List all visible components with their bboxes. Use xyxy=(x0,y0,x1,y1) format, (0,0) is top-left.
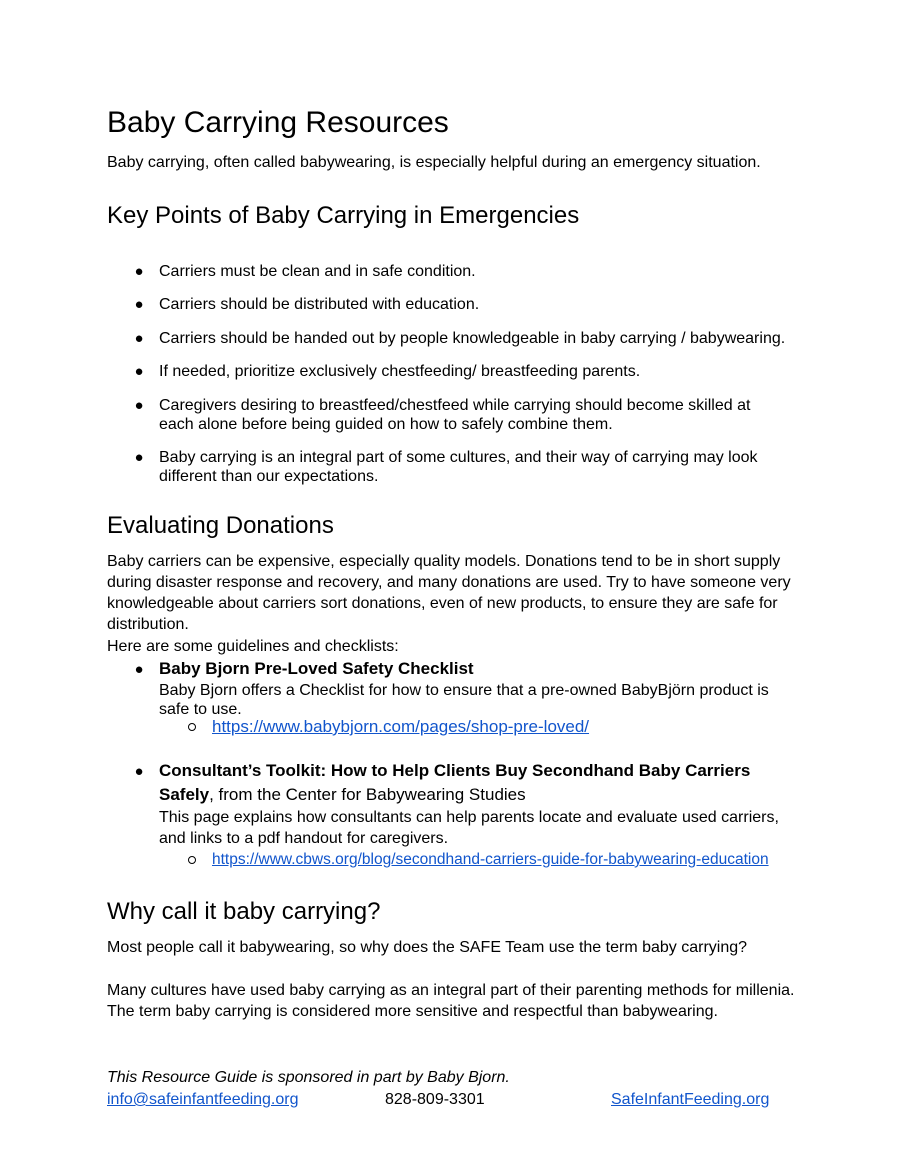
resource-description: Baby Bjorn offers a Checklist for how to ensure that a pre-owned BabyBjörn product is safe to use. xyxy=(159,682,769,718)
guidelines-intro: Here are some guidelines and checklists: xyxy=(107,638,399,655)
hollow-bullet-icon xyxy=(188,856,196,864)
resource-source: , from the Center for Babywearing Studies xyxy=(209,785,526,804)
babybjorn-link[interactable]: https://www.babybjorn.com/pages/shop-pre-loved/ xyxy=(212,717,590,736)
bullet-icon: ● xyxy=(134,661,144,678)
sponsor-note: This Resource Guide is sponsored in part by Baby Bjorn. xyxy=(107,1069,510,1086)
cbws-link[interactable]: https://www.cbws.org/blog/secondhand-carriers-guide-for-babywearing-education xyxy=(212,851,769,868)
resource-title: Baby Bjorn Pre-Loved Safety Checklist xyxy=(159,659,474,678)
resource-link-item xyxy=(212,850,769,870)
resource-item xyxy=(134,759,799,849)
bullet-icon: ● xyxy=(134,763,144,780)
bullet-icon: ● xyxy=(134,397,144,414)
resource-item xyxy=(134,657,789,719)
bullet-icon: ● xyxy=(134,263,144,280)
list-item: ● Baby carrying is an integral part of some cultures, and their way of carrying may look different than our expectations. xyxy=(134,449,758,485)
list-item: ● If needed, prioritize exclusively chestfeeding/ breastfeeding parents. xyxy=(134,363,641,380)
bullet-icon: ● xyxy=(134,296,144,313)
bullet-icon: ● xyxy=(134,449,144,466)
key-points-heading: Key Points of Baby Carrying in Emergencies xyxy=(107,202,580,229)
list-item: ● Caregivers desiring to breastfeed/chestfeed while carrying should become skilled at each alone before being guided on how to safely combine them. xyxy=(134,397,751,433)
why-paragraph-1: Most people call it babywearing, so why does the SAFE Team use the term baby carrying? xyxy=(107,939,748,956)
donations-heading: Evaluating Donations xyxy=(107,512,334,539)
resource-title: Consultant’s Toolkit: How to Help Clients Buy Secondhand Baby Carriers Safely xyxy=(159,761,751,804)
page-title: Baby Carrying Resources xyxy=(107,106,449,139)
why-heading: Why call it baby carrying? xyxy=(107,898,381,925)
email-link[interactable]: info@safeinfantfeeding.org xyxy=(107,1091,299,1108)
resource-description: This page explains how consultants can help parents locate and evaluate used carriers, and links to a pdf handout for caregivers. xyxy=(159,809,779,847)
donations-paragraph: Baby carriers can be expensive, especially quality models. Donations tend to be in short supply during disaster response and recovery, and many donations are used. Try to have someone very knowledgeable about carriers sort donations, even of new products, to ensure they are safe for distribution. xyxy=(107,553,791,633)
list-item: ● Carriers should be handed out by people knowledgeable in baby carrying / babywearing. xyxy=(134,330,786,347)
website-link[interactable]: SafeInfantFeeding.org xyxy=(611,1091,770,1108)
bullet-icon: ● xyxy=(134,363,144,380)
resource-link-item xyxy=(212,717,589,738)
list-item: ● Carriers should be distributed with education. xyxy=(134,296,480,313)
intro-paragraph: Baby carrying, often called babywearing, is especially helpful during an emergency situation. xyxy=(107,154,761,171)
list-item: ● Carriers must be clean and in safe condition. xyxy=(134,263,476,280)
bullet-icon: ● xyxy=(134,330,144,347)
hollow-bullet-icon xyxy=(188,723,196,731)
phone-number: 828-809-3301 xyxy=(385,1091,485,1108)
why-paragraph-2: Many cultures have used baby carrying as an integral part of their parenting methods for millenia. The term baby carrying is considered more sensitive and respectful than babywearing. xyxy=(107,982,795,1020)
